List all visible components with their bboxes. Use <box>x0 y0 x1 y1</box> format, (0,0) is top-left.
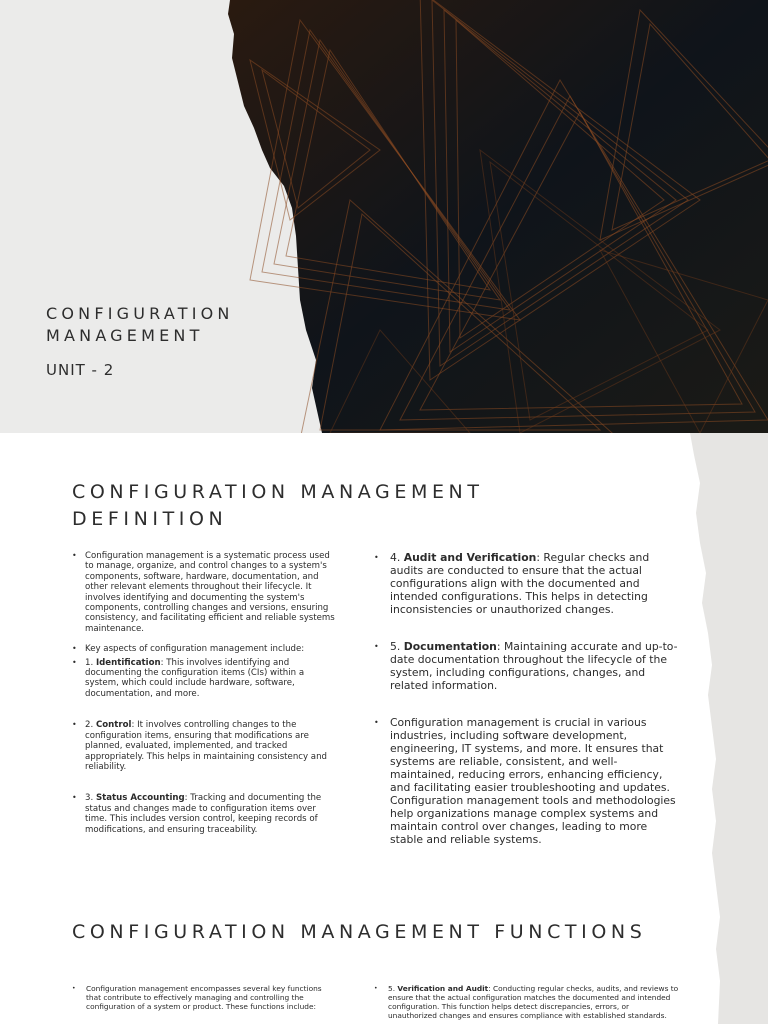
list-item: • 5. Documentation: Maintaining accurate and up-to-date documentation throughout the lifecycle of the system, including configurations, changes, and related information. <box>374 640 680 692</box>
list-item: • Configuration management encompasses several key functions that contribute to effectively managing and controlling the configuration of a system or product. These functions include: <box>72 984 334 1011</box>
definition-title-line2: DEFINITION <box>72 508 228 530</box>
list-item: • 4. Audit and Verification: Regular checks and audits are conducted to ensure that the actual configurations align with the documented and intended configurations. This helps in detecting inconsistencies or unauthorized changes. <box>374 551 680 616</box>
presentation-title-line2: MANAGEMENT <box>46 326 204 345</box>
list-item: • Configuration management is a systematic process used to manage, organize, and control changes to a system's components, software, hardware, documentation, and other relevant elements throughout their lifecycle. It involves identifying and documenting the system's components, controlling changes and versions, ensuring consistency, and facilitating efficient and reliable systems maintenance. <box>72 551 340 634</box>
definition-title-line1: CONFIGURATION MANAGEMENT <box>72 481 484 503</box>
definition-slide-title <box>72 479 484 533</box>
list-item: • 5. Verification and Audit: Conducting regular checks, audits, and reviews to ensure that the actual configuration matches the documented and intended configuration. This function helps detect discrepancies, errors, or unauthorized changes and ensures compliance with established standards. <box>374 984 680 1020</box>
functions-left-column <box>72 984 334 1011</box>
content-slides <box>0 433 768 1024</box>
presentation-title <box>46 303 234 347</box>
list-item: • Configuration management is crucial in various industries, including software development, engineering, IT systems, and more. It ensures that systems are reliable, consistent, and well-maintained, reducing errors, enhancing efficiency, and facilitating easier troubleshooting and updates. Configuration management tools and methodologies help organizations manage complex systems and maintain control over changes, leading to more stable and reliable systems. <box>374 716 680 846</box>
presentation-subtitle: UNIT - 2 <box>46 361 115 379</box>
list-item: • 1. Identification: This involves identifying and documenting the configuration items (CIs) within a system, which could include hardware, software, documentation, and more. <box>72 658 340 700</box>
presentation-title-line1: CONFIGURATION <box>46 304 234 323</box>
list-item: • 3. Status Accounting: Tracking and documenting the status and changes made to configuration items over time. This includes version control, keeping records of modifications, and ensuring traceability. <box>72 793 340 835</box>
functions-right-column <box>374 984 680 1020</box>
list-item: • 2. Control: It involves controlling changes to the configuration items, ensuring that modifications are planned, evaluated, implemented, and tracked appropriately. This helps in maintaining consistency and reliability. <box>72 720 340 772</box>
definition-right-column <box>374 551 680 846</box>
list-item: • Key aspects of configuration management include: <box>72 644 340 654</box>
abstract-triangle-background <box>0 0 768 433</box>
functions-slide-title: CONFIGURATION MANAGEMENT FUNCTIONS <box>72 921 647 943</box>
title-slide <box>0 0 768 433</box>
definition-left-column <box>72 551 340 835</box>
